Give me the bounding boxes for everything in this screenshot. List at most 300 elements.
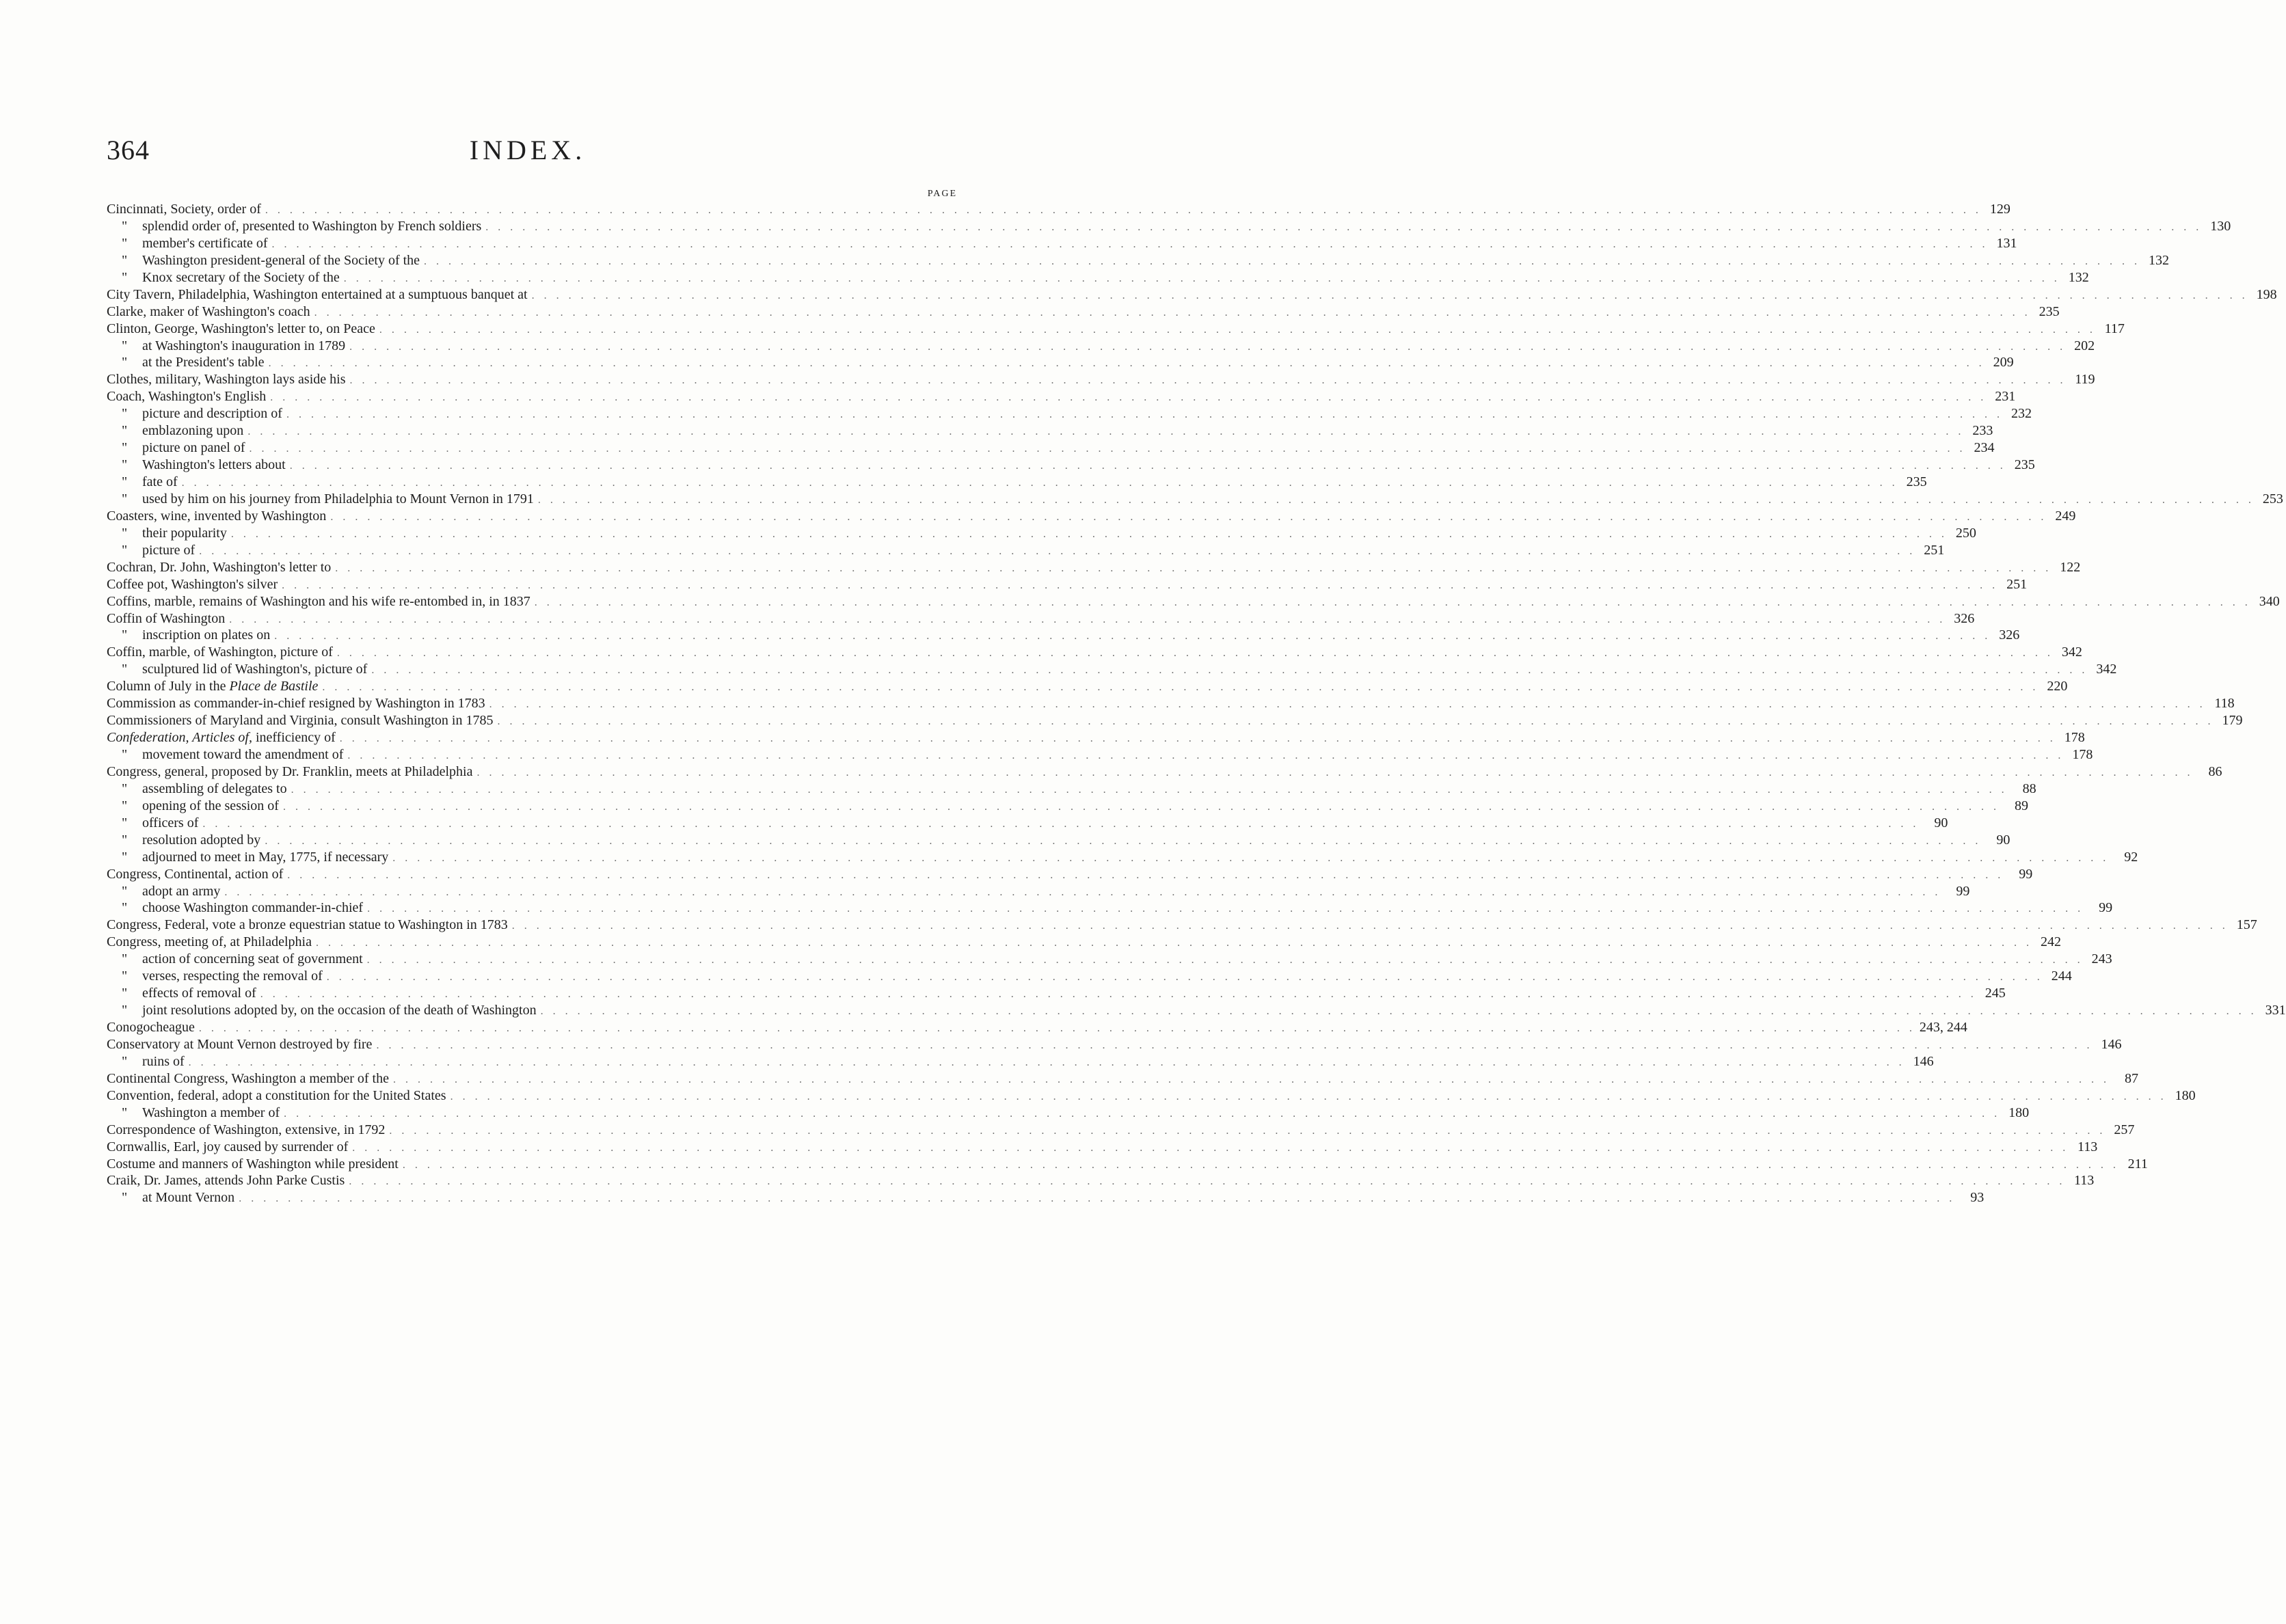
entry-text: [107, 422, 243, 439]
index-entry: [107, 883, 1970, 900]
dot-leader: [349, 1174, 2065, 1191]
entry-text: [107, 371, 345, 388]
entry-page-number: 250: [1955, 525, 1976, 541]
index-entry: [107, 439, 1995, 457]
entry-page-number: 88: [2022, 781, 2036, 796]
dot-leader: [337, 645, 2054, 662]
entry-label: assembling of delegates to: [142, 781, 287, 796]
entry-label: at the President's table: [142, 355, 265, 370]
entry-text: [107, 525, 227, 542]
entry-label: Congress, meeting of, at Philadelphia: [107, 934, 312, 950]
ditto-mark: ": [122, 440, 128, 456]
dot-leader: [340, 731, 2056, 748]
entry-label: Knox secretary of the Society of the: [142, 269, 340, 285]
index-entry: [107, 354, 2014, 371]
entry-label: Coach, Washington's English: [107, 389, 267, 405]
dot-leader: [344, 271, 2060, 288]
index-entry: [107, 542, 1945, 559]
entry-text: [107, 798, 279, 815]
entry-text: [107, 899, 363, 917]
dot-leader: [476, 765, 2193, 782]
dot-leader: [367, 952, 2084, 969]
ditto-mark: ": [122, 218, 128, 234]
entry-label: their popularity: [142, 525, 227, 541]
entry-page-number: 89: [2014, 798, 2028, 813]
index-entry: [107, 644, 2082, 661]
entry-page-number: 243: [2091, 951, 2112, 967]
entry-page-number: 157: [2236, 917, 2257, 933]
entry-text: [107, 388, 266, 405]
index-entry: [107, 695, 2235, 712]
index-entry: [107, 781, 2036, 798]
entry-page-number: 117: [2104, 321, 2125, 336]
entry-text: [107, 1070, 389, 1087]
entry-text: [107, 1122, 385, 1139]
index-entry: [107, 525, 1976, 542]
index-entry: [107, 627, 2020, 644]
dot-leader: [532, 288, 2248, 305]
entry-label: adjourned to meet in May, 1775, if necessary: [142, 849, 389, 865]
ditto-mark: ": [122, 235, 128, 251]
entry-page-number: 202: [2074, 338, 2095, 353]
entry-text: [107, 286, 528, 303]
entry-label: Congress, Federal, vote a bronze equestrian statue to Washington in 1783: [107, 917, 508, 933]
entry-text: [107, 405, 282, 422]
entry-label: ruins of: [142, 1053, 185, 1069]
dot-leader: [367, 901, 2084, 918]
entry-text: [107, 678, 318, 695]
dot-leader: [229, 612, 1946, 629]
entry-text: [107, 1036, 372, 1053]
entry-page-number: 99: [1956, 883, 1970, 899]
dot-leader: [231, 526, 1948, 543]
index-entry: [107, 729, 2085, 746]
entry-text: [107, 201, 261, 218]
dot-leader: [379, 322, 2096, 339]
page-title: INDEX.: [469, 135, 587, 165]
entry-page-number: 235: [2014, 457, 2035, 473]
dot-leader: [327, 969, 2043, 986]
dot-leader: [274, 628, 1991, 645]
entry-label: Coffin of Washington: [107, 610, 226, 626]
dot-leader: [286, 407, 2003, 424]
entry-label: Commission as commander-in-chief resigned by Washington in 1783: [107, 696, 485, 712]
ditto-mark: ": [122, 900, 128, 916]
entry-page-number: 90: [1996, 832, 2011, 848]
dot-leader: [371, 662, 2088, 679]
ditto-mark: ": [122, 338, 128, 353]
index-entry: [107, 1087, 2196, 1105]
entry-label: Congress, Continental, action of: [107, 866, 284, 882]
entry-page-number: 130: [2210, 218, 2231, 234]
index-entry: [107, 661, 2117, 678]
entry-label: at Mount Vernon: [142, 1190, 235, 1206]
entry-page-number: 232: [2011, 406, 2032, 422]
entry-label: Clothes, military, Washington lays aside his: [107, 372, 346, 388]
index-entry: [107, 1172, 2095, 1189]
entry-text-italic: Confederation, Articles of,: [107, 730, 252, 746]
entry-label: picture of: [142, 542, 196, 558]
ditto-mark: ": [122, 491, 128, 506]
entry-page-number: 198: [2256, 286, 2277, 302]
dot-leader: [403, 1157, 2119, 1174]
entry-label: picture and description of: [142, 406, 282, 422]
dot-leader: [322, 679, 2039, 696]
entry-text: [107, 627, 270, 644]
dot-leader: [512, 918, 2229, 935]
index-entry: [107, 218, 2231, 235]
entry-label: City Tavern, Philadelphia, Washington entertained at a sumptuous banquet at: [107, 286, 528, 302]
entry-label: used by him on his journey from Philadelphia to Mount Vernon in 1791: [142, 491, 534, 506]
ditto-mark: ": [122, 1105, 128, 1120]
index-entry: [107, 576, 2028, 593]
entry-text: [107, 457, 286, 474]
entry-page-number: 131: [1996, 235, 2017, 251]
dot-leader: [389, 1123, 2106, 1140]
entry-page-number: 244: [2051, 969, 2072, 984]
dot-leader: [272, 236, 1989, 254]
entry-page-number: 340: [2259, 593, 2280, 609]
entry-label: officers of: [142, 815, 199, 830]
entry-text: [107, 338, 345, 355]
entry-text: [107, 951, 363, 968]
index-entry: [107, 1002, 2286, 1019]
dot-leader: [349, 339, 2066, 356]
entry-label: Conogocheague: [107, 1020, 195, 1035]
entry-text: [107, 729, 336, 746]
entry-page-number: 86: [2208, 763, 2222, 779]
ditto-mark: ": [122, 798, 128, 813]
index-entry: [107, 303, 2060, 321]
entry-text: [107, 746, 343, 763]
ditto-mark: ": [122, 781, 128, 796]
entry-label: member's certificate of: [142, 235, 268, 251]
index-entry: [107, 371, 2095, 388]
entry-text: [107, 695, 485, 712]
dot-leader: [270, 390, 1987, 407]
ditto-mark: ": [122, 747, 128, 762]
entry-page-number: 93: [1970, 1190, 1985, 1206]
index-entry: [107, 252, 2170, 269]
entry-page-number: 180: [2008, 1105, 2030, 1120]
dot-leader: [330, 509, 2047, 526]
index-entry: [107, 474, 1927, 491]
index-entry: [107, 388, 2016, 405]
index-entry: [107, 338, 2095, 355]
entry-page-number: 242: [2040, 934, 2061, 950]
entry-page-number: 235: [2039, 303, 2060, 319]
entry-page-number: 90: [1934, 815, 1948, 830]
dot-leader: [538, 492, 2255, 509]
index-entry: [107, 832, 2011, 849]
index-entry: [107, 422, 1993, 439]
entry-page-number: 119: [2075, 372, 2095, 388]
entry-text: [107, 491, 534, 508]
index-entry: [107, 491, 2283, 508]
ditto-mark: ": [122, 542, 128, 558]
entry-page-number: 179: [2222, 713, 2243, 729]
index-entry: [107, 1053, 1934, 1070]
index-entry: [107, 763, 2222, 781]
dot-leader: [239, 1191, 1955, 1208]
entry-text: [107, 559, 331, 576]
entry-text: [107, 712, 494, 729]
entry-label: movement toward the amendment of: [142, 747, 344, 762]
entry-label: action of concerning seat of government: [142, 951, 363, 967]
entry-label: Commissioners of Maryland and Virginia, consult Washington in 1785: [107, 713, 494, 729]
entry-text: [107, 269, 340, 286]
entry-page-number: 178: [2064, 730, 2085, 746]
entry-label: opening of the session of: [142, 798, 279, 813]
dot-leader: [424, 254, 2140, 271]
entry-label: Coffins, marble, remains of Washington and his wife re-entombed in, in 1837: [107, 593, 530, 609]
entry-text: [107, 439, 245, 457]
index-entry: [107, 593, 2280, 610]
entry-label: Washington a member of: [142, 1105, 280, 1120]
ditto-mark: ": [122, 1003, 128, 1018]
ditto-mark: ": [122, 269, 128, 285]
index-entry: [107, 1019, 1967, 1036]
entry-label: effects of removal of: [142, 986, 256, 1001]
page-number: 364: [107, 135, 150, 165]
entry-page-number: 233: [1972, 423, 1993, 439]
entry-text: [107, 883, 220, 900]
dot-leader: [182, 475, 1898, 492]
index-entry: [107, 1122, 2135, 1139]
entry-text: [107, 303, 310, 321]
entry-label: Clinton, George, Washington's letter to, on Peace: [107, 321, 375, 336]
dot-leader: [283, 799, 2000, 816]
dot-leader: [199, 543, 1915, 560]
dot-leader: [284, 1106, 2000, 1123]
ditto-mark: ": [122, 662, 128, 677]
entry-label: Craik, Dr. James, attends John Parke Custis: [107, 1173, 345, 1189]
entry-label: Cochran, Dr. John, Washington's letter to: [107, 559, 332, 575]
index-entry: [107, 899, 2113, 917]
dot-leader: [314, 305, 2031, 322]
dot-leader: [485, 219, 2202, 236]
entry-page-number: 253: [2262, 491, 2283, 506]
dot-leader: [498, 714, 2214, 731]
entry-label: Costume and manners of Washington while president: [107, 1156, 399, 1172]
dot-leader: [224, 884, 1941, 902]
entry-label: Correspondence of Washington, extensive, in 1792: [107, 1122, 386, 1137]
entry-label: Conservatory at Mount Vernon destroyed by fire: [107, 1036, 373, 1052]
entry-text: [107, 218, 481, 235]
dot-leader: [260, 986, 1977, 1003]
dot-leader: [392, 850, 2109, 867]
entry-page-number: 113: [2074, 1173, 2095, 1189]
entry-page-number: 251: [2006, 576, 2028, 592]
dot-leader: [535, 595, 2251, 612]
dot-leader: [376, 1038, 2093, 1055]
entry-label: Cornwallis, Earl, joy caused by surrender of: [107, 1139, 349, 1154]
entry-text: [107, 1087, 446, 1105]
entry-label: at Washington's inauguration in 1789: [142, 338, 346, 353]
entry-label: resolution adopted by: [142, 832, 261, 848]
entry-text: [107, 968, 323, 985]
entry-page-number: 129: [1989, 202, 2011, 217]
index-entry: [107, 746, 2093, 763]
entry-text: [107, 917, 508, 934]
index-entry: [107, 508, 2076, 525]
ditto-mark: ": [122, 627, 128, 643]
entry-text-after: inefficiency of: [252, 730, 336, 746]
ditto-mark: ": [122, 883, 128, 899]
dot-leader: [451, 1089, 2167, 1106]
entry-page-number: 178: [2072, 747, 2093, 762]
entry-text: [107, 644, 333, 661]
dot-leader: [489, 696, 2206, 714]
entry-text: [107, 763, 472, 781]
index-entry: [107, 934, 2061, 951]
entry-page-number: 99: [2019, 866, 2033, 882]
entry-page-number: 122: [2060, 559, 2081, 575]
entry-text: [107, 610, 225, 627]
index-entries: [107, 201, 2286, 1206]
entry-label: Continental Congress, Washington a member of the: [107, 1070, 389, 1086]
index-entry: [107, 866, 2033, 883]
ditto-mark: ": [122, 1190, 128, 1206]
entry-page-number: 342: [2061, 645, 2082, 660]
entry-text: [107, 815, 198, 832]
entry-page-number: 220: [2047, 679, 2068, 694]
entry-page-number: 342: [2096, 662, 2117, 677]
dot-leader: [202, 816, 1919, 833]
index-entry: [107, 968, 2072, 985]
entry-text: [107, 474, 178, 491]
entry-text: [107, 1172, 345, 1189]
ditto-mark: ": [122, 832, 128, 848]
index-entry: [107, 917, 2257, 934]
entry-label: adopt an army: [142, 883, 221, 899]
dot-leader: [265, 833, 1981, 850]
entry-text: [107, 832, 260, 849]
entry-label: Washington's letters about: [142, 457, 286, 473]
ditto-mark: ": [122, 849, 128, 865]
page-column-label: PAGE: [927, 189, 957, 199]
dot-leader: [247, 424, 1964, 441]
dot-leader: [282, 578, 1998, 595]
dot-leader: [199, 1020, 1915, 1038]
index-entry: [107, 405, 2032, 422]
entry-label: Convention, federal, adopt a constitution for the United States: [107, 1087, 446, 1103]
entry-label: emblazoning upon: [142, 423, 244, 439]
index-entry: [107, 1156, 2148, 1173]
entry-label: Cincinnati, Society, order of: [107, 202, 261, 217]
entry-page-number: 245: [1985, 986, 2006, 1001]
entry-text: [107, 354, 265, 371]
entry-text: [107, 1105, 280, 1122]
entry-label: Coffee pot, Washington's silver: [107, 576, 278, 592]
entry-page-number: 146: [2101, 1036, 2122, 1052]
index-entry: [107, 286, 2277, 303]
entry-page-number: 235: [1906, 474, 1927, 489]
dot-leader: [335, 560, 2052, 578]
entry-text: [107, 866, 283, 883]
dot-leader: [316, 935, 2032, 952]
index-entry: [107, 610, 1975, 627]
entry-label: inscription on plates on: [142, 627, 271, 643]
entry-label: joint resolutions adopted by, on the occasion of the death of Washington: [142, 1003, 537, 1018]
dot-leader: [541, 1003, 2257, 1020]
index-entry: [107, 678, 2068, 695]
index-entry: [107, 559, 2081, 576]
entry-text: [107, 849, 388, 866]
index-entry: [107, 712, 2243, 729]
entry-text: [107, 1156, 399, 1173]
entry-page-number: 326: [1954, 610, 1975, 626]
entry-text: [107, 985, 256, 1002]
dot-leader: [393, 1072, 2110, 1089]
entry-label: fate of: [142, 474, 178, 489]
entry-page-number: 326: [1999, 627, 2020, 643]
page-header: [107, 134, 949, 172]
entry-text: [107, 576, 278, 593]
entry-text: [107, 235, 268, 252]
entry-text-before: Column of July in the: [107, 679, 230, 694]
index-entry: [107, 951, 2112, 968]
entry-page-number: 211: [2127, 1156, 2148, 1172]
dot-leader: [189, 1055, 1905, 1072]
ditto-mark: ": [122, 252, 128, 268]
entry-page-number: 87: [2124, 1070, 2138, 1086]
index-entry: [107, 849, 2138, 866]
entry-text: [107, 1019, 195, 1036]
entry-label: sculptured lid of Washington's, picture of: [142, 662, 368, 677]
entry-page-number: 146: [1913, 1053, 1934, 1069]
ditto-mark: ": [122, 457, 128, 473]
index-entry: [107, 235, 2017, 252]
entry-text-italic: Place de Bastile: [229, 679, 319, 694]
ditto-mark: ": [122, 1053, 128, 1069]
entry-text: [107, 508, 326, 525]
dot-leader: [269, 355, 1985, 373]
entry-page-number: 257: [2114, 1122, 2135, 1137]
dot-leader: [287, 867, 2004, 884]
ditto-mark: ": [122, 525, 128, 541]
dot-leader: [290, 458, 2006, 475]
index-entry: [107, 1070, 2138, 1087]
entry-label: Congress, general, proposed by Dr. Franklin, meets at Philadelphia: [107, 763, 473, 779]
entry-page-number: 234: [1974, 440, 1995, 456]
entry-label: picture on panel of: [142, 440, 245, 456]
entry-page-number: 113: [2077, 1139, 2098, 1154]
dot-leader: [291, 782, 2008, 799]
entry-text: [107, 934, 312, 951]
ditto-mark: ": [122, 423, 128, 439]
entry-text: [107, 1053, 185, 1070]
dot-leader: [265, 202, 1982, 219]
entry-page-number: 99: [2099, 900, 2113, 916]
index-entry: [107, 321, 2125, 338]
index-entry: [107, 1105, 2030, 1122]
dot-leader: [347, 748, 2064, 765]
entry-text: [107, 542, 195, 559]
entry-page-number: 92: [2124, 849, 2138, 865]
ditto-mark: ": [122, 969, 128, 984]
dot-leader: [349, 373, 2066, 390]
ditto-mark: ": [122, 406, 128, 422]
entry-label: Coasters, wine, invented by Washington: [107, 508, 327, 524]
ditto-mark: ": [122, 986, 128, 1001]
entry-page-number: 231: [1995, 389, 2016, 405]
entry-page-number: 249: [2055, 508, 2076, 524]
dot-leader: [250, 441, 1966, 458]
index-entry: [107, 815, 1948, 832]
entry-label: Washington president-general of the Society of the: [142, 252, 420, 268]
entry-page-number: 118: [2214, 696, 2235, 712]
